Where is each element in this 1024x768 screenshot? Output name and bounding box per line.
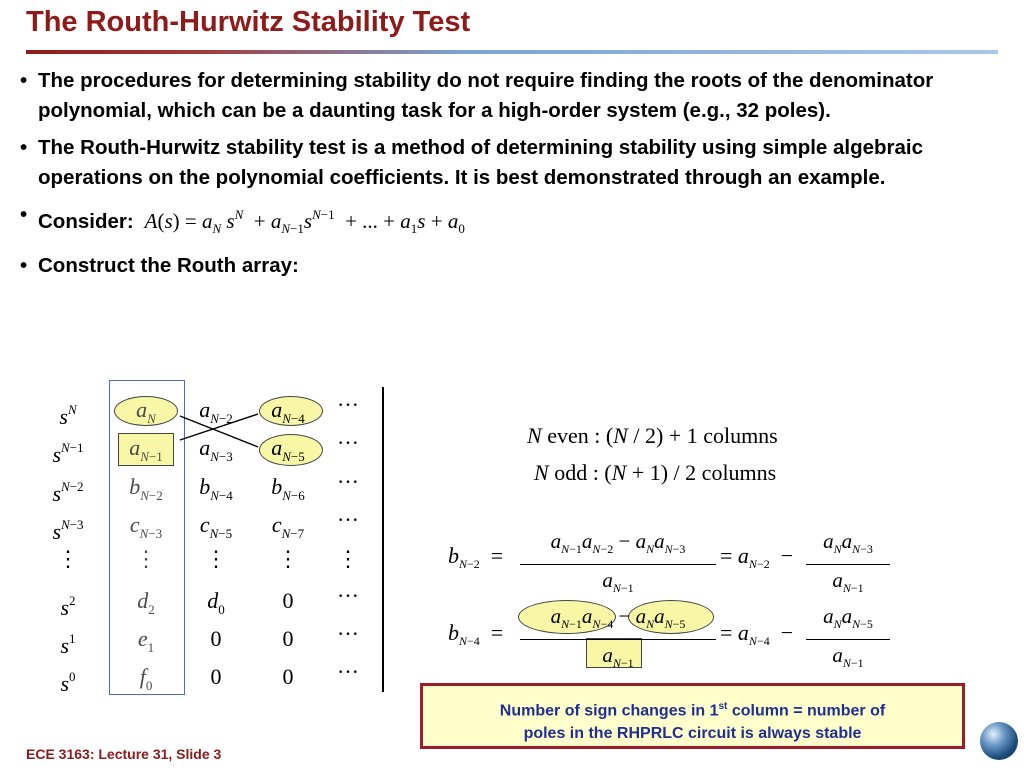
array-entry: $a_{N-4}$ bbox=[271, 397, 305, 426]
bullet-marker: • bbox=[20, 136, 28, 159]
vertical-ellipsis: ⋮ bbox=[135, 546, 157, 571]
formula-b-N-2-simplified: = $a_{N-2}$ − bbox=[720, 543, 794, 571]
slide-title: The Routh-Hurwitz Stability Test bbox=[26, 6, 471, 38]
array-entry: 0 bbox=[210, 626, 222, 651]
array-entry: $b_{N-4}$ bbox=[199, 474, 233, 503]
formula-b-N-4-simplified: = $a_{N-4}$ − bbox=[720, 620, 794, 648]
vertical-ellipsis: ⋮ bbox=[337, 546, 359, 571]
ellipsis: ··· bbox=[337, 507, 359, 532]
array-entry: $b_{N-2}$ bbox=[129, 474, 163, 503]
power-label: $s^0$ bbox=[60, 669, 76, 696]
array-entry: $a_N$ bbox=[136, 397, 156, 426]
bullet-marker: • bbox=[20, 69, 28, 92]
bullet-marker: • bbox=[20, 203, 28, 226]
power-label: $s^{N-3}$ bbox=[52, 517, 84, 544]
globe-icon bbox=[980, 722, 1018, 760]
power-label: $s^1$ bbox=[60, 631, 76, 658]
ellipsis: ··· bbox=[337, 659, 359, 684]
ellipsis: ··· bbox=[337, 621, 359, 646]
array-entry: $a_{N-3}$ bbox=[199, 435, 233, 464]
note-callout bbox=[420, 683, 965, 749]
polynomial-equation: $A(s) = a_N$ $s^N + a_{N-1}s^{N-1}$ + ... + $a_1s + a_0$ bbox=[144, 207, 465, 236]
array-entry: $d_2$ bbox=[137, 588, 155, 617]
array-entry: $a_{N-2}$ bbox=[199, 397, 233, 426]
bullet-text: The procedures for determining stability do not require finding the roots of the denominator polynomial, which can be a daunting task for a high-order system (e.g., 32 poles). bbox=[38, 69, 934, 122]
formula-b-N-4-fraction: $a_{N-1}a_{N-4} - a_Na_{N-5}$ $a_{N-1}$ bbox=[520, 603, 716, 676]
array-entry: $d_0$ bbox=[207, 588, 225, 617]
array-entry: $f_0$ bbox=[139, 664, 153, 693]
array-entry: $c_{N-3}$ bbox=[129, 512, 163, 541]
formula-b-N-4-lhs: $b_{N-4}$ = bbox=[448, 620, 504, 648]
note-line2: poles in the RHPRLC circuit is always stable bbox=[523, 725, 862, 743]
power-label: $s^{N-1}$ bbox=[52, 440, 84, 467]
ellipsis: ··· bbox=[337, 583, 359, 608]
slide-footer: ECE 3163: Lecture 31, Slide 3 bbox=[26, 746, 222, 762]
array-entry: $a_{N-5}$ bbox=[271, 435, 305, 464]
note-superscript: st bbox=[718, 701, 728, 712]
array-entry: 0 bbox=[282, 588, 294, 613]
array-entry: $a_{N-1}$ bbox=[129, 435, 163, 464]
array-entry: $c_{N-5}$ bbox=[199, 512, 233, 541]
note-line1-start: Number of sign changes in 1 bbox=[499, 702, 719, 720]
array-entry: 0 bbox=[282, 664, 294, 689]
bullet-text: Consider: bbox=[38, 210, 134, 233]
bullet-text: The Routh-Hurwitz stability test is a method of determining stability using simple algebraic operations on the polynomial coefficients. It is best demonstrated through an example. bbox=[38, 136, 924, 189]
power-label: $s^2$ bbox=[60, 593, 76, 620]
formula-b-N-2-fraction: $a_{N-1}a_{N-2} - a_Na_{N-3}$ $a_{N-1}$ bbox=[520, 528, 716, 601]
formula-b-N-2-lhs: $b_{N-2}$ = bbox=[448, 543, 504, 571]
ellipsis: ··· bbox=[337, 392, 359, 417]
vertical-ellipsis: ⋮ bbox=[277, 546, 299, 571]
vertical-ellipsis: ⋮ bbox=[205, 546, 227, 571]
array-entry: 0 bbox=[282, 626, 294, 651]
ellipsis: ··· bbox=[337, 430, 359, 455]
odd-columns-rule: N odd : (N + 1) / 2 columns bbox=[534, 460, 777, 485]
formula-b-N-2-fraction2: $a_Na_{N-3}$ $a_{N-1}$ bbox=[806, 528, 890, 601]
array-entry: $c_{N-7}$ bbox=[271, 512, 305, 541]
even-columns-rule: N even : (N / 2) + 1 columns bbox=[527, 423, 778, 448]
array-entry: $e_1$ bbox=[137, 626, 155, 655]
power-label: $s^{N-2}$ bbox=[52, 479, 84, 506]
note-line1-end: column = number of bbox=[727, 702, 886, 720]
vertical-ellipsis: ⋮ bbox=[57, 546, 79, 571]
note-text bbox=[423, 695, 962, 745]
bullet-text: Construct the Routh array: bbox=[38, 254, 299, 277]
bullet-marker: • bbox=[20, 254, 28, 277]
array-entry: 0 bbox=[210, 664, 222, 689]
formula-b-N-4-fraction2: $a_Na_{N-5}$ $a_{N-1}$ bbox=[806, 603, 890, 676]
power-label: $s^N$ bbox=[59, 402, 77, 429]
ellipsis: ··· bbox=[337, 469, 359, 494]
array-entry: $b_{N-6}$ bbox=[271, 474, 305, 503]
